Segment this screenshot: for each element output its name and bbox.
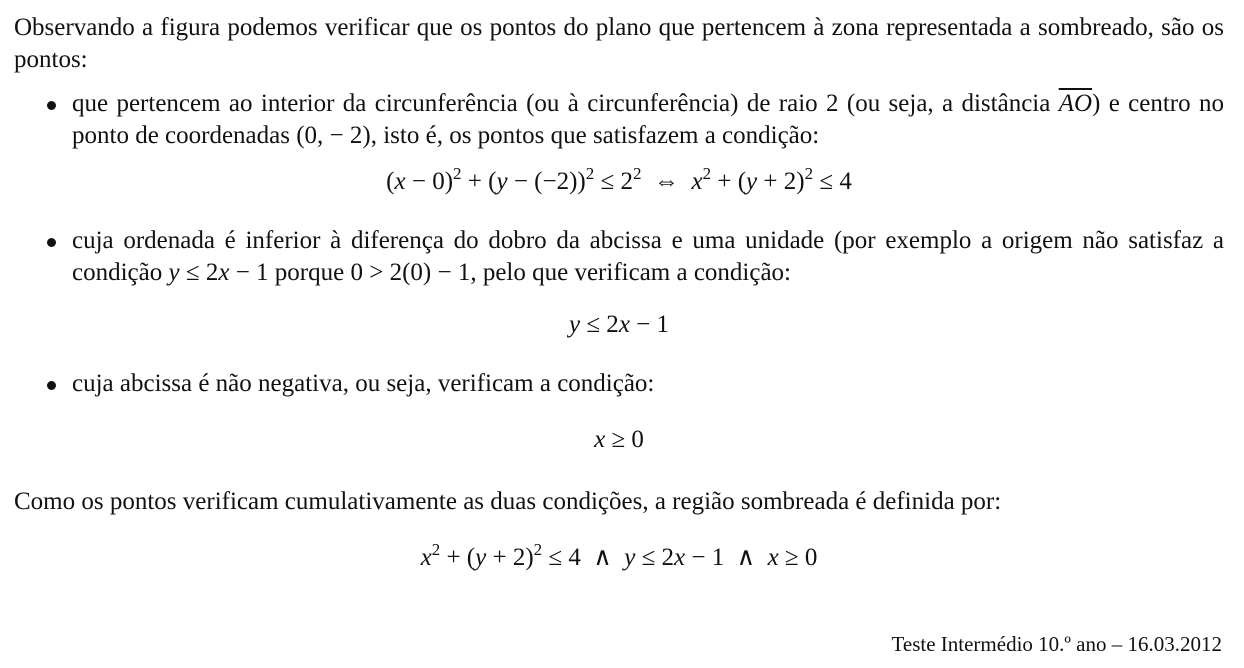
document-page [14, 12, 1224, 574]
bullet-line-text: cuja ordenada é inferior à diferença do dobro da abcissa e uma unidade (por exemplo a origem não satisfaz a condição y ≤ 2x − 1 porque 0 > 2(0) − 1, pelo que verificam a condição: [72, 227, 1224, 286]
conclusion-paragraph: Como os pontos verificam cumulativamente as duas condições, a região sombreada é definida por: [14, 488, 1002, 515]
formula-abscissa: x ≥ 0 [594, 426, 644, 453]
bullet-item-line [14, 225, 1224, 289]
bullet-abscissa-text: cuja abcissa é não negativa, ou seja, verificam a condição: [72, 370, 655, 397]
bullet-item-abscissa [14, 368, 1224, 400]
bullet-item-circle [14, 88, 1224, 152]
formula-conclusion: $x^2 + (y + 2)^2 \le 4$ ∧ y ≤ 2x − 1 ∧ x ≥ 0 [420, 540, 818, 571]
segment-ao: $\overline{AO}$ [1058, 90, 1093, 117]
bullet-circle-text: que pertencem ao interior da circunferência (ou à circunferência) de raio 2 (ou seja, a distância $\overline{AO}$) e centro no ponto de coordenadas (0, − 2), isto é, os pontos que satisfazem a condição: [72, 90, 1224, 149]
bullet-dot [47, 238, 56, 247]
intro-paragraph: Observando a figura podemos verificar que os pontos do plano que pertencem à zona representada a sombreado, são os pontos: [14, 14, 1224, 73]
bullet-dot [47, 381, 56, 390]
formula-circle: $(x - 0)^2 + (y - (-2))^2 \le 2^2$ ⇔ $x^2 + (y + 2)^2 \le 4$ [386, 164, 852, 195]
bullet-dot [47, 101, 56, 110]
formula-line: y ≤ 2x − 1 [568, 311, 670, 338]
footer-source: Teste Intermédio 10.º ano – 16.03.2012 [891, 632, 1222, 656]
